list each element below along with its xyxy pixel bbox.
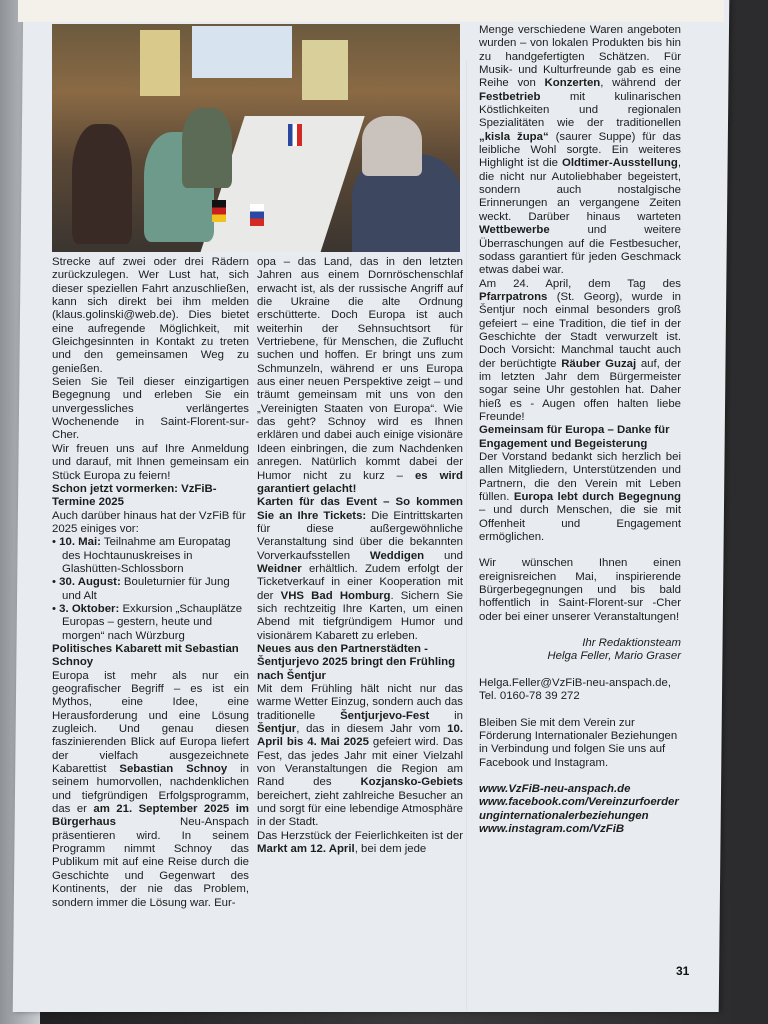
text: und weitere Überraschungen auf die Festbesucher, sodass garantiert für jeden Geschmack etwas dabei war. — [479, 224, 681, 277]
heading-text: Neues aus den Partnerstädten - Šentjurjevo 2025 bringt den Frühling nach Šentjur — [257, 642, 456, 682]
column-right — [479, 24, 681, 836]
text: Neu-Anspach präsentieren wird. In seinem Programm nimmt Schnoy das Publikum mit auf eine Reise durch die Geschichte und Gegenwart des Kontinents, der nie das Problem, sondern immer die Lösung war. Eur- — [52, 816, 249, 909]
text: Das Herzstück der Feierlichkeiten ist der — [257, 829, 463, 842]
heading-text: Politisches Kabarett mit Sebastian Schnoy — [52, 642, 239, 669]
list-item-text: Exkursion „Schauplätze Europas – gestern, heute und morgen“ nach Würzburg — [62, 602, 243, 642]
text-strong: Sebastian Schnoy — [119, 763, 228, 776]
text-strong: Weidner — [257, 562, 302, 575]
facebook-link[interactable]: www.facebook.com/Vereinzurfoerderunginternationalerbeziehungen — [479, 796, 679, 822]
column-left — [52, 256, 249, 910]
paragraph — [479, 278, 681, 425]
section-heading — [479, 424, 681, 451]
text-strong: Europa lebt durch Begegnung — [513, 491, 681, 504]
text-strong: VHS Bad Homburg — [280, 589, 391, 602]
text: opa – das Land, das in den letzten Jahren aus einem Dornröschenschlaf erwacht ist, als der russische Angriff auf die Ukraine die alte Ordnung erschütterte. Doch Europa ist auch weiterhin der Sehnsuchtsort für Vertriebene, für Menschen, die Zuflucht suchen und hoffen. Er bringt uns zum Schmunzeln, während er uns Europa aus einer neuen Perspektive zeigt – und träumt gemeinsam mit uns von den „Vereinigten Staaten von Europa“. Wie das geht? Schnoy wird es Ihnen erklären und dabei auch einige visionäre Ideen einbringen, die zum Nachdenken anregen. Natürlich kommt dabei der Humor nicht zu kurz – — [257, 256, 463, 482]
paragraph — [257, 683, 463, 830]
spacer — [479, 704, 681, 717]
text: , bei dem jede — [354, 843, 427, 856]
text: (saurer Suppe) für das leibliche Wohl sorgte. Ein weiteres Highlight ist die — [479, 130, 681, 170]
conference-photo — [52, 24, 460, 252]
heading-text: Gemeinsam für Europa – Danke für Engagement und Begeisterung — [479, 424, 670, 450]
paragraph: Bleiben Sie mit dem Verein zur Förderung Internationaler Beziehungen in Verbindung und folgen Sie uns auf Facebook und Instagram. — [479, 716, 678, 769]
section-heading — [52, 483, 249, 510]
text-strong: Šentjur — [257, 723, 297, 736]
paragraph: Seien Sie Teil dieser einzigartigen Begegnung und erleben Sie ein unvergessliches verlängertes Wochenende in Saint-Florent-sur-Cher. — [52, 376, 249, 442]
text-strong: am 21. September 2025 im Bürgerhaus — [52, 803, 249, 829]
person — [362, 116, 422, 176]
paragraph: Wir wünschen Ihnen einen ereignisreichen Mai, inspirierende Bürgerbegegnungen und bis bald hoffentlich in Saint-Florent-sur -Cher oder bei einer unserer Veranstaltungen! — [479, 557, 681, 623]
text: in — [429, 709, 464, 722]
website-link[interactable]: www.VzFiB-neu-anspach.de — [479, 782, 631, 795]
person — [182, 108, 232, 188]
text: , während der — [600, 77, 681, 90]
text: (St. Georg), wurde in Šentjur noch einmal besonders groß gefeiert – eine Tradition, die tief in der Geschichte der Stadt verwurzelt ist. Doch Vorsicht: Manchmal taucht auch der berüchtigte — [479, 290, 681, 370]
page-top-strip — [18, 0, 724, 22]
text: Menge verschiedene Waren angeboten wurden – von lokalen Produkten bis hin zu handgefertigten Schätzen. Für Musik- und Kulturfreunde gab es eine Reihe von — [479, 24, 681, 90]
text-strong: 10. April bis 4. Mai 2025 — [257, 723, 463, 749]
paragraph — [257, 830, 463, 857]
text: Am 24. April, dem Tag des — [479, 277, 681, 290]
spacer — [479, 770, 681, 783]
page-number: 31 — [676, 964, 690, 978]
text-strong: Šentjurjevo-Fest — [340, 709, 430, 722]
column-gutter — [466, 60, 467, 1010]
text: auf, der im letzten Jahr dem Bürgermeister sogar seine Uhr gestohlen hat. Daher hieß es - Augen offen halten liebe Freunde! — [479, 357, 681, 423]
text: – und durch Menschen, die sie mit Offenheit und Engagement ermöglichen. — [479, 504, 681, 544]
signature-names: Helga Feller, Mario Graser — [547, 650, 681, 663]
text: in seinem humorvollen, nachdenklichen und tiefgründigen Erfolgsprogramm, das er — [52, 763, 249, 816]
paragraph — [479, 451, 681, 544]
list-item: • 10. Mai: Teilnahme am Europatag des Hochtaunuskreises in Glashütten-Schlossborn — [52, 536, 231, 575]
column-middle — [257, 256, 463, 856]
text: Der Vorstand bedankt sich herzlich bei allen Mitgliedern, Unterstützenden und Partnern, die den Verein mit Leben füllen. — [479, 451, 681, 504]
text-strong: Wettbewerbe — [479, 224, 550, 237]
spacer — [479, 664, 681, 677]
paragraph — [52, 670, 249, 910]
instagram-link[interactable]: www.instagram.com/VzFiB — [479, 822, 625, 835]
list-item-date: 30. August: — [59, 576, 121, 589]
text-strong: Festbetrieb — [479, 90, 541, 103]
flag-france — [288, 124, 302, 146]
text: . Sichern Sie sich rechtzeitig Ihre Karten, um einen Abend mit tiefgründigem Humor und visionärem Kabarett zu erleben. — [257, 589, 463, 642]
text-strong: Kozjansko-Gebiets — [360, 776, 463, 789]
banner-left — [140, 30, 180, 96]
section-heading — [52, 643, 249, 670]
contact-email[interactable]: Helga.Feller@VzFiB-neu-anspach.de, — [479, 676, 672, 689]
paragraph: Strecke auf zwei oder drei Rädern zurückzulegen. Wer Lust hat, sich dieser speziellen Fahrt anzuschließen, kann sich direkt bei ihm melden (klaus.golinski@web.de). Dies bietet eine aufregende Möglichkeit, mit Gleichgesinnten in Kontakt zu treten und den gemeinsamen Weg zu genießen. — [52, 256, 249, 375]
text: , die nicht nur Autoliebhaber begeistert, sondern auch nostalgische Erinnerungen an vergangene Zeiten weckt. Darüber hinaus warteten — [479, 157, 681, 223]
text: bereichert, zieht zahlreiche Besucher an und sorgt für eine lebendige Atmosphäre in der Stadt. — [257, 789, 463, 829]
paragraph: Wir freuen uns auf Ihre Anmeldung und darauf, mit Ihnen gemeinsam ein Stück Europa zu feiern! — [52, 442, 249, 482]
text: erhältlich. Zudem erfolgt der Ticketverkauf in einer Kooperation mit der — [257, 562, 463, 602]
text: Mit dem Frühling hält nicht nur das warme Wetter Einzug, sondern auch das traditionelle — [257, 683, 463, 722]
list-item-date: 10. Mai: — [59, 536, 101, 549]
text-strong: Räuber Guzaj — [561, 357, 637, 370]
text: Europa ist mehr als nur ein geografischer Begriff – es ist ein Mythos, eine Idee, eine Herausforderung und eine Lösung zugleich. Und genau diesen faszinierenden Blick auf Europa liefert der vielfach ausgezeichnete Kabarettist — [52, 669, 249, 776]
spacer — [479, 544, 681, 557]
signature-team: Ihr Redaktionsteam — [582, 637, 681, 650]
paragraph: Auch darüber hinaus hat der VzFiB für 2025 einiges vor: — [52, 509, 246, 535]
text-strong: Oldtimer-Ausstellung — [562, 157, 678, 170]
text-strong: Pfarrpatrons — [479, 290, 548, 303]
text: mit kulinarischen Köstlichkeiten und regionalen Spezialitäten wie der traditionellen — [479, 90, 681, 130]
flag-slovenia — [250, 204, 264, 226]
text-strong: „kisla župa“ — [479, 130, 549, 143]
banner-right — [302, 40, 348, 100]
flag-germany — [212, 200, 226, 222]
text-strong: Markt am 12. April — [257, 843, 355, 856]
text: Die Eintrittskarten für diese außergewöhnliche Veranstaltung sind über die bekannten Vorverkaufsstellen — [257, 509, 463, 562]
projector-screen — [192, 26, 292, 78]
person — [72, 124, 132, 244]
list-item-text: Teilnahme am Europatag des Hochtaunuskreises in Glashütten-Schlossborn — [62, 536, 231, 575]
paragraph — [257, 256, 463, 496]
contact-phone: Tel. 0160-78 39 272 — [479, 690, 580, 703]
text-strong: Konzerten — [544, 77, 601, 90]
text: , das in diesem Jahr vom — [296, 723, 448, 736]
list-item-text: Bouleturnier für Jung und Alt — [62, 576, 230, 602]
text-strong: Weddigen — [369, 549, 425, 562]
text: und — [424, 549, 463, 562]
text-strong: es wird garantiert gelacht! — [257, 469, 464, 495]
list-item-date: 3. Oktober: — [59, 602, 120, 615]
text: gefeiert wird. Das Fest, das jedes Jahr mit einer Vielzahl von Veranstaltungen die Region am Rand des — [257, 736, 464, 789]
paragraph — [479, 24, 681, 278]
heading-text: Karten für das Event – So kommen Sie an Ihre Tickets: — [257, 496, 463, 522]
list-item: • 30. August: Bouleturnier für Jung und Alt — [52, 576, 230, 602]
paragraph — [257, 496, 463, 643]
heading-text: Schon jetzt vormerken: VzFiB-Termine 2025 — [52, 482, 217, 509]
list-item: • 3. Oktober: Exkursion „Schauplätze Europas – gestern, heute und morgen“ nach Würzburg — [52, 602, 243, 642]
spacer — [479, 624, 681, 637]
section-heading — [257, 643, 463, 683]
